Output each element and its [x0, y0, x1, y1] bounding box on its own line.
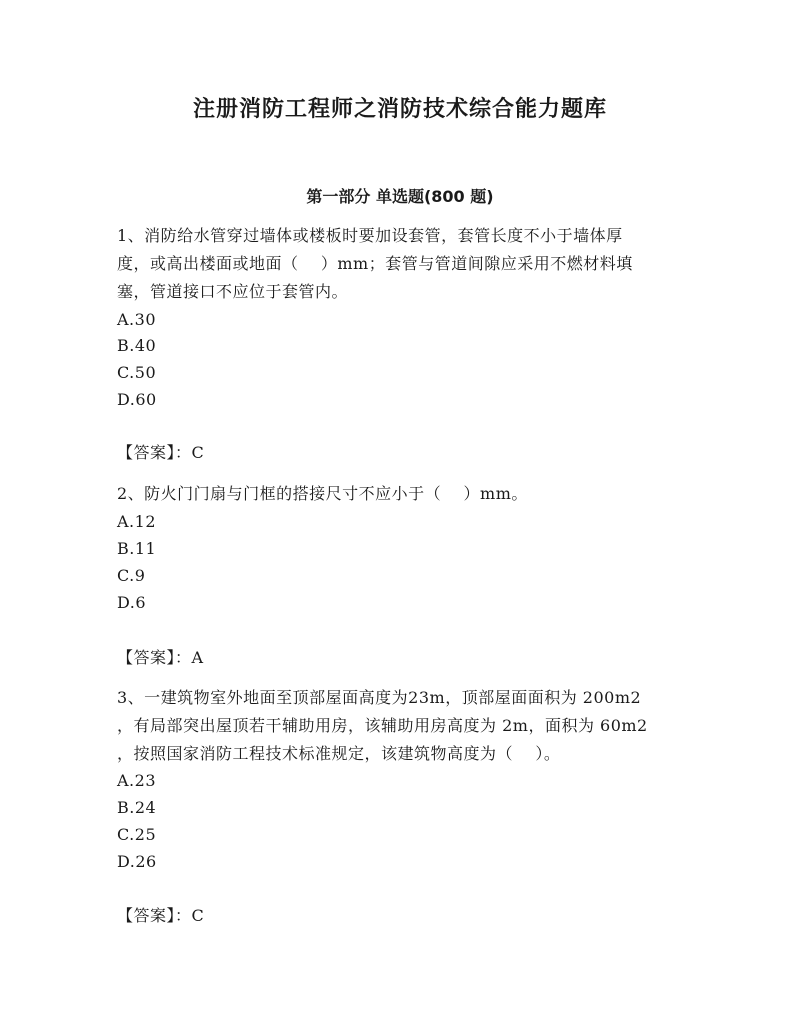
question-2-option-c: C.9: [117, 566, 146, 585]
question-1-option-d: D.60: [117, 390, 157, 409]
question-2-line-1: 2、防火门门扇与门框的搭接尺寸不应小于（ ）mm。: [117, 484, 528, 503]
section-heading: 第一部分 单选题(800 题): [306, 187, 494, 206]
page-title: 注册消防工程师之消防技术综合能力题库: [192, 97, 607, 122]
question-1-option-c: C.50: [117, 363, 157, 382]
question-3-option-c: C.25: [117, 825, 157, 844]
question-3-option-d: D.26: [117, 852, 157, 871]
question-3-line-2: ，有局部突出屋顶若干辅助用房，该辅助用房高度为 2m，面积为 60m2: [117, 716, 648, 735]
question-3-answer: 【答案】：C: [117, 906, 205, 925]
question-1-option-b: B.40: [117, 336, 157, 355]
question-3-option-b: B.24: [117, 798, 157, 817]
question-1-line-2: 度，或高出楼面或地面（ ）mm；套管与管道间隙应采用不燃材料填: [117, 254, 633, 273]
question-3-option-a: A.23: [117, 771, 156, 790]
question-3-line-1: 3、一建筑物室外地面至顶部屋面高度为23m，顶部屋面面积为 200m2: [117, 688, 642, 707]
question-1-line-1: 1、消防给水管穿过墙体或楼板时要加设套管，套管长度不小于墙体厚: [117, 226, 623, 245]
question-2-option-a: A.12: [117, 512, 156, 531]
question-2-answer: 【答案】：A: [117, 648, 204, 667]
question-1-line-3: 塞，管道接口不应位于套管内。: [117, 282, 349, 301]
question-1-option-a: A.30: [117, 310, 156, 329]
question-3-line-3: ，按照国家消防工程技术标准规定，该建筑物高度为（ ）。: [117, 744, 561, 763]
question-1-answer: 【答案】：C: [117, 443, 205, 462]
question-2-option-d: D.6: [117, 593, 147, 612]
question-2-option-b: B.11: [117, 539, 157, 558]
